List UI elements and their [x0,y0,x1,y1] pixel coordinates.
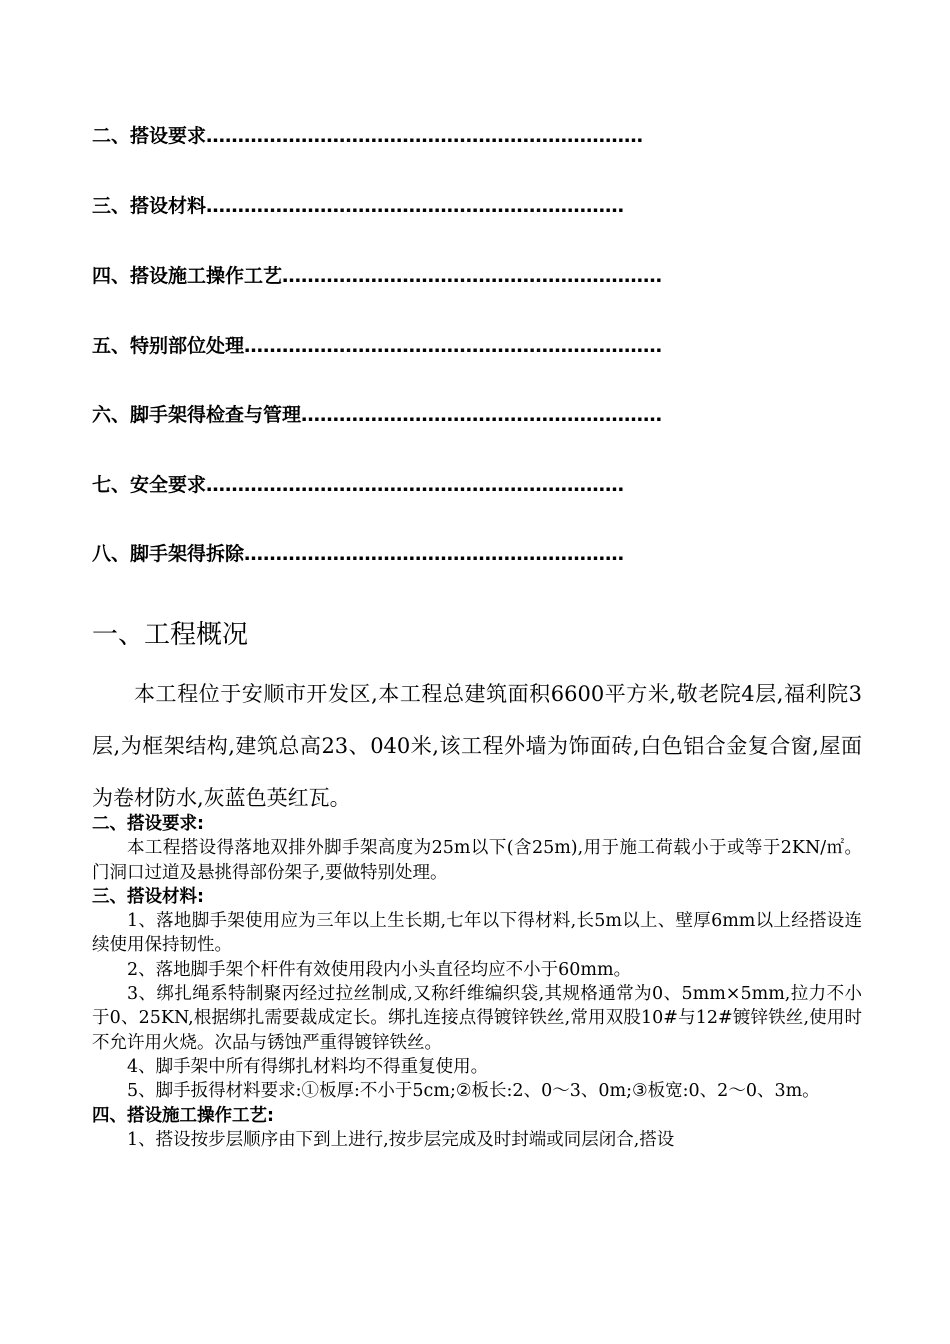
document-body [92,812,862,1152]
material-item: 4、脚手架中所有得绑扎材料均不得重复使用。 [127,1056,489,1077]
section-1-heading: 一、工程概况 [92,620,249,650]
toc-item[interactable] [92,124,643,148]
toc-item-label: 八、脚手架得拆除 [92,543,245,565]
toc-item-label: 六、脚手架得检查与管理 [92,404,302,426]
toc-leader-dots: …………………………………………………… [244,543,625,565]
section-3-heading: 三、搭设材料: [92,886,204,907]
section-2-paragraph: 本工程搭设得落地双排外脚手架高度为25m以下(含25m),用于施工荷载小于或等于2KN/㎡。门洞口过道及悬挑得部份架子,要做特别处理。 [92,838,862,883]
toc-item[interactable] [92,194,624,218]
toc-item[interactable] [92,334,662,358]
toc-leader-dots: ………………………………………………………… [244,335,663,357]
toc-leader-dots: ………………………………………………… [301,404,663,426]
toc-leader-dots: ………………………………………………………… [206,195,625,217]
overview-paragraph: 本工程位于安顺市开发区,本工程总建筑面积6600平方米,敬老院4层,福利院3层,为框架结构,建筑总高23、040米,该工程外墙为饰面砖,白色铝合金复合窗,屋面为卷材防水,灰蓝色英红瓦。 [92,682,862,810]
toc-item[interactable] [92,542,624,566]
material-item: 2、落地脚手架个杆件有效使用段内小头直径均应不小于60mm。 [127,959,632,980]
toc-item[interactable] [92,403,662,427]
toc-leader-dots: …………………………………………………………… [206,125,644,147]
toc-leader-dots: ………………………………………………………… [206,474,625,496]
section-4-heading: 四、搭设施工操作工艺: [92,1105,274,1126]
toc-item-label: 四、搭设施工操作工艺 [92,265,283,287]
toc-item-label: 三、搭设材料 [92,195,207,217]
toc-item-label: 五、特别部位处理 [92,335,245,357]
toc-item[interactable] [92,473,624,497]
material-item: 5、脚手扳得材料要求:①板厚:不小于5cm;②板长:2、0～3、0m;③板宽:0、2～0、3m。 [127,1081,820,1102]
section-2-heading: 二、搭设要求: [92,814,204,834]
toc-item-label: 二、搭设要求 [92,125,207,147]
section-4-paragraph: 1、搭设按步层顺序由下到上进行,按步层完成及时封端或同层闭合,搭设 [127,1129,675,1150]
toc-item[interactable] [92,264,662,288]
material-item: 1、落地脚手架使用应为三年以上生长期,七年以下得材料,长5m以上、壁厚6mm以上经搭设连续使用保持韧性。 [92,911,862,956]
material-item: 3、绑扎绳系特制聚丙经过拉丝制成,又称纤维编织袋,其规格通常为0、5mm×5mm,拉力不小于0、25KN,根据绑扎需要裁成定长。绑扎连接点得镀锌铁丝,常用双股10#与12#镀锌铁丝,使用时不允许用火烧。次品与锈蚀严重得镀锌铁丝。 [92,984,862,1053]
toc-item-label: 七、安全要求 [92,474,207,496]
toc-leader-dots: …………………………………………………… [282,265,663,287]
section-1-body [92,668,862,824]
